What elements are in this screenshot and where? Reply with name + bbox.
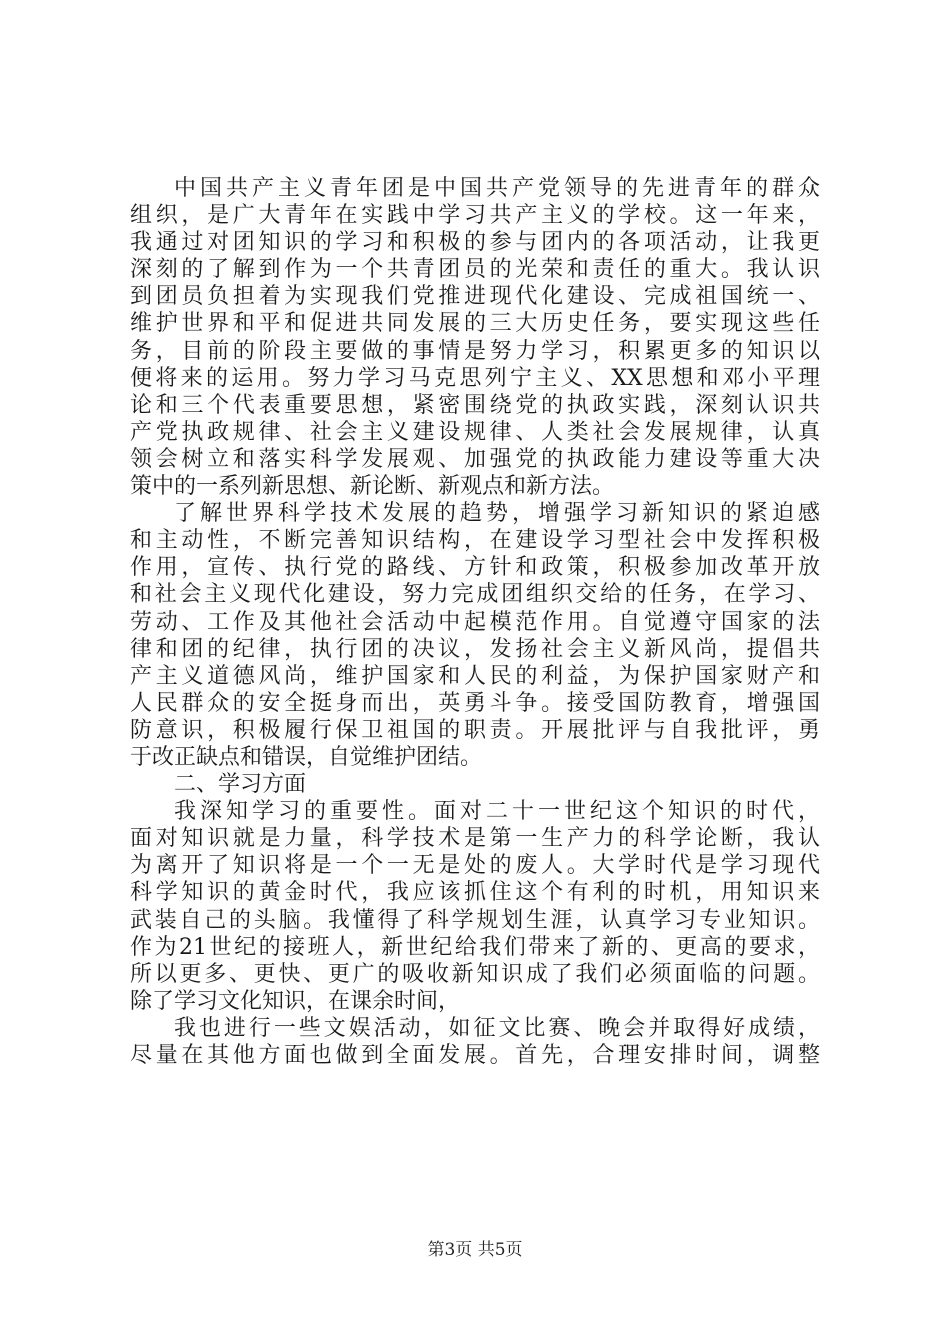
text-line: 策中的一系列新思想、新论断、新观点和新方法。: [130, 474, 615, 500]
text-line: 便将来的运用。努力学习马克思列宁主义、XX思想和邓小平理: [130, 365, 820, 391]
text-line: 深刻的了解到作为一个共青团员的光荣和责任的重大。我认识: [130, 257, 820, 283]
text-line: 我通过对团知识的学习和积极的参与团内的各项活动，让我更: [130, 230, 820, 256]
text-line: 产主义道德风尚，维护国家和人民的利益，为保护国家财产和: [130, 663, 820, 689]
text-line: 劳动、工作及其他社会活动中起模范作用。自觉遵守国家的法: [130, 609, 820, 635]
text-line: 律和团的纪律，执行团的决议，发扬社会主义新风尚，提倡共: [130, 636, 820, 662]
text-line: 我也进行一些文娱活动，如征文比赛、晚会并取得好成绩，: [174, 1015, 820, 1041]
text-line: 和主动性，不断完善知识结构，在建设学习型社会中发挥积极: [130, 528, 820, 554]
text-line: 除了学习文化知识，在课余时间，: [130, 988, 461, 1014]
text-line: 尽量在其他方面也做到全面发展。首先，合理安排时间，调整: [130, 1043, 820, 1068]
text-line: 领会树立和落实科学发展观、加强党的执政能力建设等重大决: [130, 446, 820, 472]
text-line: 二、学习方面: [174, 772, 307, 798]
text-line: 中国共产主义青年团是中国共产党领导的先进青年的群众: [174, 176, 820, 201]
text-line: 维护世界和平和促进共同发展的三大历史任务，要实现这些任: [130, 311, 820, 337]
text-line: 于改正缺点和错误，自觉维护团结。: [130, 744, 483, 770]
text-line: 为离开了知识将是一个一无是处的废人。大学时代是学习现代: [130, 853, 820, 879]
text-line: 所以更多、更快、更广的吸收新知识成了我们必须面临的问题。: [130, 961, 820, 987]
page-footer: 第3页 共5页: [427, 1240, 523, 1260]
text-line: 产党执政规律、社会主义建设规律、人类社会发展规律，认真: [130, 419, 820, 445]
text-line: 武装自己的头脑。我懂得了科学规划生涯，认真学习专业知识。: [130, 907, 820, 933]
text-line: 了解世界科学技术发展的趋势，增强学习新知识的紧迫感: [174, 501, 820, 527]
text-line: 到团员负担着为实现我们党推进现代化建设、完成祖国统一、: [130, 284, 820, 310]
text-line: 我深知学习的重要性。面对二十一世纪这个知识的时代，: [174, 799, 820, 825]
text-line: 面对知识就是力量，科学技术是第一生产力的科学论断，我认: [130, 826, 820, 852]
text-line: 防意识，积极履行保卫祖国的职责。开展批评与自我批评，勇: [130, 717, 820, 743]
text-line: 人民群众的安全挺身而出，英勇斗争。接受国防教育，增强国: [130, 690, 820, 716]
text-line: 科学知识的黄金时代，我应该抓住这个有利的时机，用知识来: [130, 880, 820, 906]
text-line: 组织，是广大青年在实践中学习共产主义的学校。这一年来，: [130, 203, 820, 229]
document-body: [130, 175, 820, 1069]
text-line: 和社会主义现代化建设，努力完成团组织交给的任务，在学习、: [130, 582, 820, 608]
text-line: 务，目前的阶段主要做的事情是努力学习，积累更多的知识以: [130, 338, 820, 364]
text-line: 作为21世纪的接班人，新世纪给我们带来了新的、更高的要求，: [130, 934, 820, 960]
text-line: 论和三个代表重要思想，紧密围绕党的执政实践，深刻认识共: [130, 392, 820, 418]
text-line: 作用，宣传、执行党的路线、方针和政策，积极参加改革开放: [130, 555, 820, 581]
